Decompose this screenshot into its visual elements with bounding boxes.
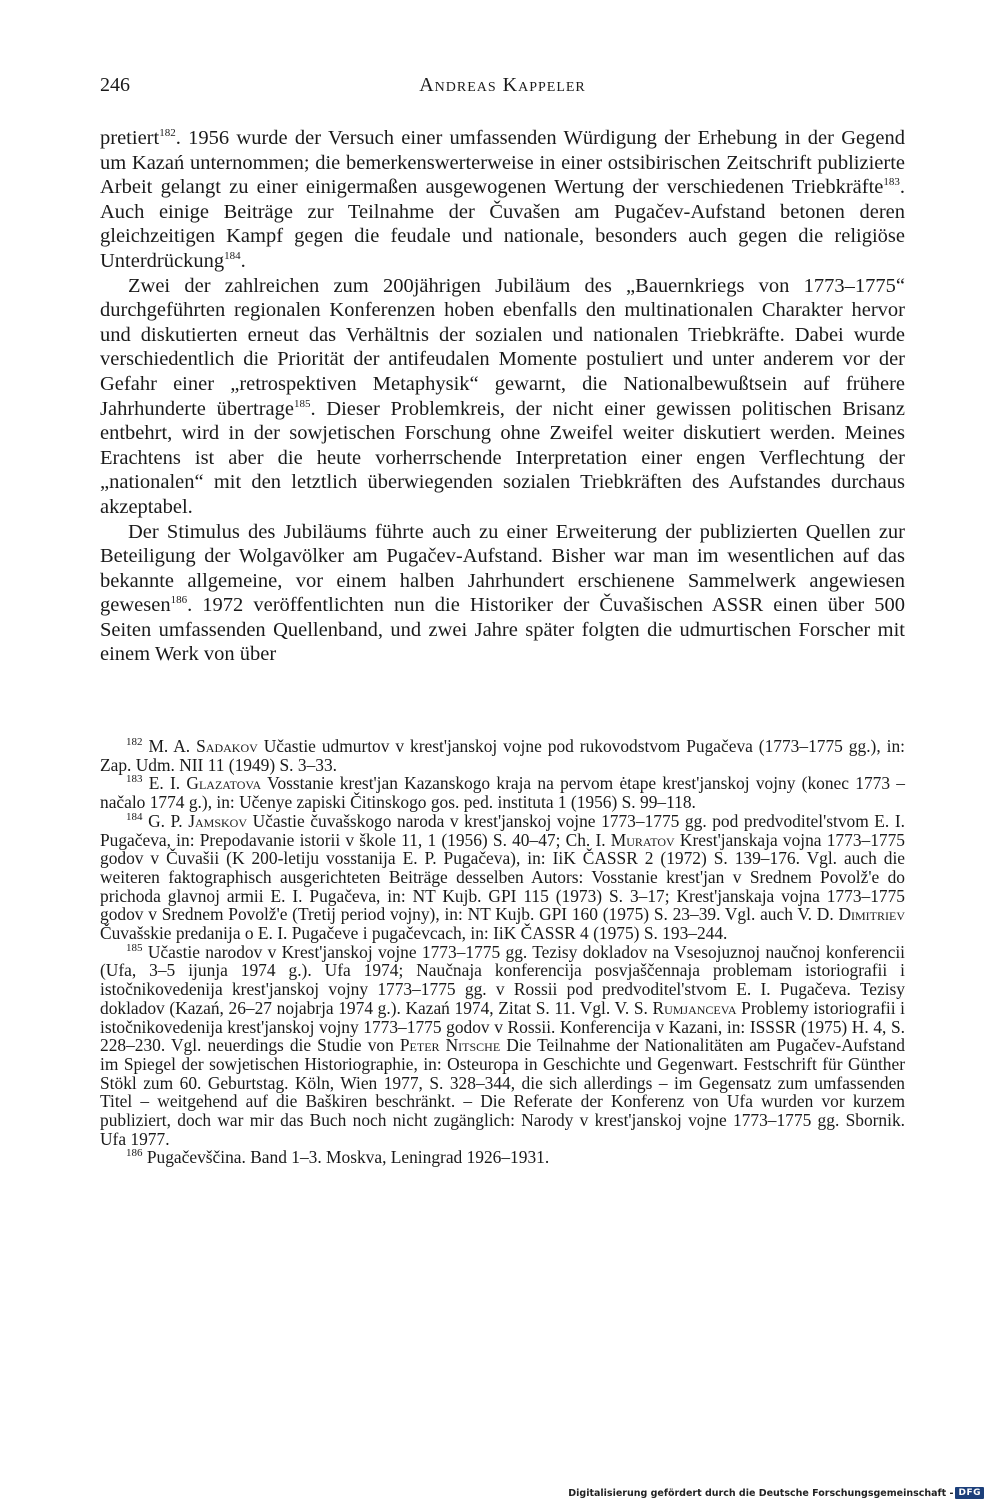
- page-number: 246: [100, 74, 130, 96]
- funding-note: [568, 1486, 984, 1500]
- author-name: Sadakov: [196, 736, 258, 756]
- footnote-number: 184: [126, 811, 143, 824]
- footnote-number: 182: [126, 736, 143, 749]
- footnote-182: $^{182}$ M. A. Sadakov Učastie udmurtov v krest'janskoj vojne pod rukovodstvom Pugačeva (1773–1775 gg.), in: Zap. Udm. NII 11 (1949) S. 3–33.: [100, 736, 905, 775]
- author-name: Rumjanceva: [652, 997, 737, 1018]
- footnote-ref-182: 182: [159, 127, 176, 140]
- footnote-number: 185: [126, 941, 143, 954]
- footnote-ref-184: 184: [224, 250, 241, 263]
- footnote-ref-183: 183: [883, 176, 900, 189]
- footnote-number: 186: [126, 1147, 143, 1160]
- running-title: Andreas Kappeler: [419, 74, 586, 96]
- dfg-logo-icon: DFG: [955, 1487, 984, 1499]
- footnote-number: 183: [126, 773, 143, 786]
- paragraph-1: pretiert$^{182}$. 1956 wurde der Versuch einer umfassenden Würdigung der Erhebung in der Gegend um Kazań unternommen; die bemerkenswerterweise in einer ostsibirischen Zeitschrift publizierte Arbeit gelangt zu einer einigermaßen ausgewogenen Wertung der verschiedenen Triebkräfte$^{183}$. Auch einige Beiträge zur Teilnahme der Čuvašen am Pugačev-Aufstand betonen deren gleichzeitigen Kampf gegen die feudale und nationale, besonders auch gegen die religiöse Unterdrückung$^{184}$.: [100, 127, 905, 272]
- author-name: Peter Nitsche: [399, 1035, 501, 1056]
- footnote-185: $^{185}$ Učastie narodov v Krest'janskoj vojne 1773–1775 gg. Tezisy dokladov na Vsesojuznoj naučnoj konferencii (Ufa, 3–5 ijunja 1974 g.). Ufa 1974; Naučnaja konferencija posvjaščennaja problemam istoriografii i istočnikovedenija krest'janskoj vojny 1773–1775 gg. v Rossii pod predvoditel'stvom E. I. Pugačeva. Tezisy dokladov (Kazań, 26–27 nojabrja 1974 g.). Kazań 1974, Zitat S. 11. Vgl. V. S. Rumjanceva Problemy istoriografii i istočnikovedenija krest'janskoj vojny 1773–1775 godov v Rossii. Konferencija v Kazani, in: ISSSR (1975) H. 4, S. 228–230. Vgl. neuerdings die Studie von Peter Nitsche Die Teilnahme der Nationalitäten am Pugačev-Aufstand im Spiegel der sowjetischen Historiographie, in: Osteuropa in Geschichte und Gegenwart. Festschrift für Günther Stökl zum 60. Geburtstag. Köln, Wien 1977, S. 328–344, die sich allerdings – im Gegensatz zum umfassenden Titel – weitgehend auf die Baškiren beschränkt. – Die Referate der Konferenz von Ufa wurden vor kurzem publiziert, doch war mir das Buch noch nicht zugänglich: Narody v krest'janskoj vojne 1773–1775 gg. Sbornik. Ufa 1977.: [100, 941, 905, 1149]
- footnote-184: $^{184}$ G. P. Jamskov Učastie čuvašskogo naroda v krest'janskoj vojne 1773–1775 gg. pod predvoditel'stvom E. I. Pugačeva, in: Prepodavanie istorii v škole 11, 1 (1956) S. 40–47; Ch. I. Muratov Krest'janskaja vojna 1773–1775 godov v Čuvašii (K 200-letiju vosstanija E. P. Pugačeva), in: IiK ČASSR 2 (1972) S. 139–176. Vgl. auch die weiteren faktographisch ausgerichteten Beiträge desselben Autors: Vosstanie krest'jan v Srednem Povolž'e do prichoda glavnoj armii E. I. Pugačeva, in: NT Kujb. GPI 115 (1973) S. 3–17; Krest'janskaja vojna 1773–1775 godov v Srednem Povolž'e (Tretij period vojny), in: NT Kujb. GPI 160 (1975) S. 23–39. Vgl. auch V. D. Dimitriev Čuvašskie predanija o E. I. Pugačeve i pugačevcach, in: IiK ČASSR 4 (1975) S. 193–244.: [100, 810, 905, 944]
- footnote-186: $^{186}$ Pugačevščina. Band 1–3. Moskva, Leningrad 1926–1931.: [126, 1147, 550, 1168]
- main-text: [100, 126, 905, 667]
- footnote-183: $^{183}$ E. I. Glazatova Vosstanie krest'jan Kazanskogo kraja na pervom ėtape krest'janskoj vojny (konec 1773 – načalo 1774 g.), in: Učenye zapiski Čitinskogo gos. ped. instituta 1 (1956) S. 99–118.: [100, 773, 905, 813]
- paragraph-3: Der Stimulus des Jubiläums führte auch zu einer Erweiterung der publizierten Quellen zur Beteiligung der Wolgavölker am Pugačev-Aufstand. Bisher war man im wesentlichen auf das bekannte allgemeine, vor einem halben Jahrhundert erschienene Sammelwerk angewiesen gewesen$^{186}$. 1972 veröffentlichten nun die Historiker der Čuvašischen ASSR einen über 500 Seiten umfassenden Quellenband, und zwei Jahre später folgten die udmurtischen Forscher mit einem Werk von über: [100, 520, 905, 666]
- running-head: [100, 70, 905, 100]
- footnote-ref-186: 186: [170, 594, 188, 607]
- author-name: Muratov: [610, 829, 675, 850]
- author-name: Dimitriev: [838, 904, 905, 925]
- funding-text: Digitalisierung gefördert durch die Deutsche Forschungsgemeinschaft -: [568, 1487, 954, 1499]
- author-name: Jamskov: [188, 810, 247, 831]
- paragraph-2: Zwei der zahlreichen zum 200jährigen Jubiläum des „Bauernkriegs von 1773–1775“ durchgeführten regionalen Konferenzen hoben ebenfalls den multinationalen Charakter hervor und diskutierten erneut das Verhältnis der sozialen und nationalen Triebkräfte. Dabei wurde verschiedentlich die Priorität der antifeudalen Momente postuliert und unter anderem vor der Gefahr einer „retrospektiven Metaphysik“ gewarnt, die Nationalbewußtsein auf frühere Jahrhunderte übertrage$^{185}$. Dieser Problemkreis, der nicht einer gewissen politischen Brisanz entbehrt, wird in der sowjetischen Forschung ohne Zweifel weiter diskutiert werden. Meines Erachtens ist aber die heute vorherrschende Interpretation einer engen Verflechtung der „nationalen“ mit den letztlich überwiegenden sozialen Triebkräften des Aufstandes durchaus akzeptabel.: [100, 274, 905, 518]
- footnotes: [100, 737, 905, 1167]
- author-name: Glazatova: [186, 773, 262, 794]
- footnote-ref-185: 185: [293, 397, 311, 410]
